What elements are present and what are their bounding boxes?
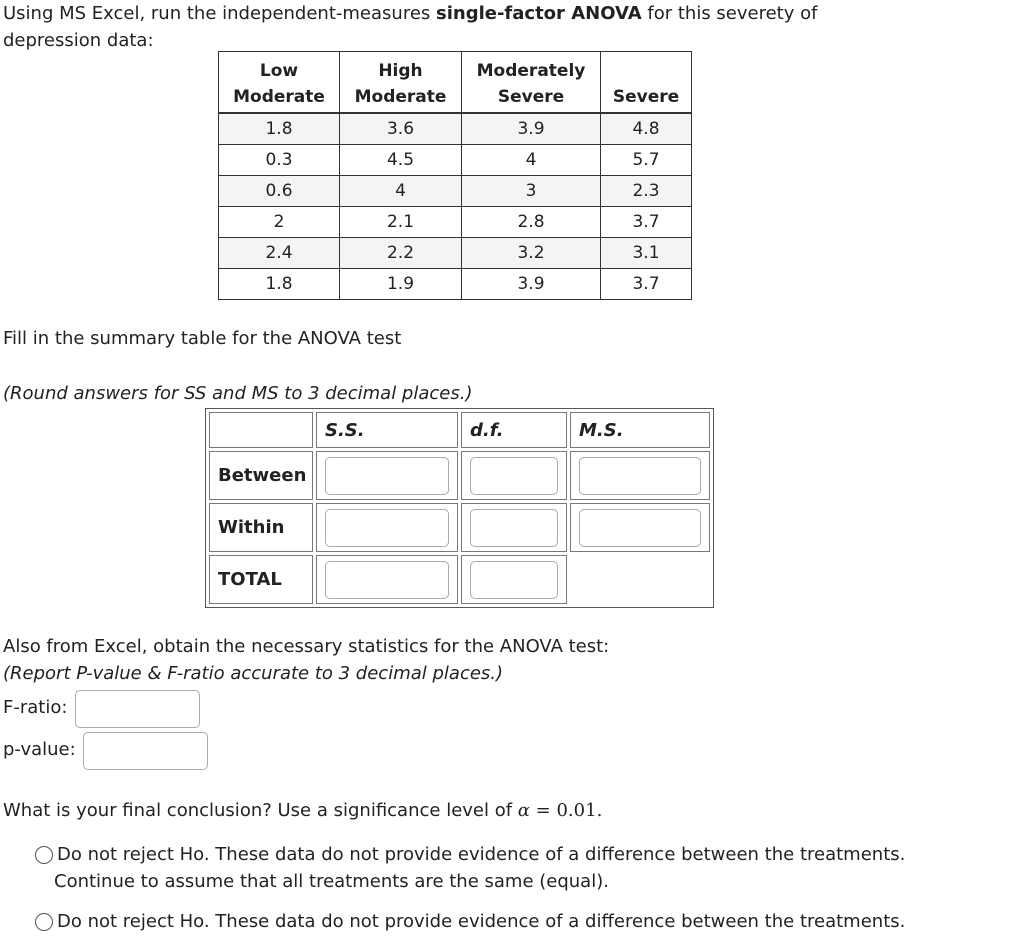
also-instruction: Also from Excel, obtain the necessary statistics for the ANOVA test: (3, 636, 610, 657)
table-row (219, 269, 692, 300)
table-cell: 1.9 (340, 269, 462, 300)
p-value-input[interactable] (83, 732, 208, 770)
table-row (219, 176, 692, 207)
intro-text-post: for this severety of depression data: (3, 3, 818, 51)
table-cell: 2.4 (219, 238, 340, 269)
table-cell: 3.9 (462, 269, 601, 300)
anova-row-label-total: TOTAL (209, 555, 313, 604)
anova-cell (316, 503, 458, 552)
anova-cell (570, 503, 710, 552)
table-cell: 1.8 (219, 113, 340, 145)
anova-cell (461, 451, 567, 500)
option2-radio[interactable] (35, 913, 53, 931)
df-total-input[interactable] (470, 561, 558, 599)
anova-cell (570, 451, 710, 500)
table-cell: 0.3 (219, 145, 340, 176)
table-row (219, 113, 692, 145)
table-cell: 2.1 (340, 207, 462, 238)
question-intro (3, 0, 863, 54)
anova-row-label-within: Within (209, 503, 313, 552)
alpha-value: 0.01 (556, 800, 597, 821)
col-header-high-moderate: High Moderate (340, 52, 462, 114)
table-row (219, 238, 692, 269)
anova-corner-cell (209, 412, 313, 448)
table-cell: 0.6 (219, 176, 340, 207)
anova-cell (461, 503, 567, 552)
conclusion-question: What is your final conclusion? Use a significance level of α = 0.01. (3, 800, 603, 821)
fill-instruction: Fill in the summary table for the ANOVA test (3, 328, 402, 349)
alpha-symbol: α (517, 800, 530, 821)
table-cell: 3.9 (462, 113, 601, 145)
anova-cell (461, 555, 567, 604)
f-ratio-label: F-ratio: (3, 697, 68, 718)
anova-row-label-between: Between (209, 451, 313, 500)
table-cell: 4.5 (340, 145, 462, 176)
table-cell: 3.7 (601, 207, 692, 238)
ss-between-input[interactable] (325, 457, 449, 495)
ms-between-input[interactable] (579, 457, 701, 495)
anova-header-df: d.f. (461, 412, 567, 448)
anova-summary-table (205, 408, 714, 608)
anova-header-ms: M.S. (570, 412, 710, 448)
round-instruction: (Round answers for SS and MS to 3 decimal places.) (3, 383, 473, 404)
table-cell: 3.7 (601, 269, 692, 300)
table-cell: 3.6 (340, 113, 462, 145)
intro-text-bold: single-factor ANOVA (436, 3, 642, 24)
df-between-input[interactable] (470, 457, 558, 495)
table-row (219, 207, 692, 238)
ss-total-input[interactable] (325, 561, 449, 599)
table-cell: 4.8 (601, 113, 692, 145)
table-cell: 2.2 (340, 238, 462, 269)
report-instruction: (Report P-value & F-ratio accurate to 3 decimal places.) (3, 663, 504, 684)
ss-within-input[interactable] (325, 509, 449, 547)
anova-empty-cell (570, 555, 710, 604)
table-cell: 4 (340, 176, 462, 207)
table-cell: 2.8 (462, 207, 601, 238)
table-cell: 2 (219, 207, 340, 238)
table-cell: 1.8 (219, 269, 340, 300)
intro-text-pre: Using MS Excel, run the independent-measures (3, 3, 436, 24)
table-row (219, 145, 692, 176)
anova-cell (316, 451, 458, 500)
table-cell: 3.2 (462, 238, 601, 269)
table-cell: 5.7 (601, 145, 692, 176)
p-value-label: p-value: (3, 739, 76, 760)
col-header-moderately-severe: Moderately Severe (462, 52, 601, 114)
table-cell: 2.3 (601, 176, 692, 207)
option1-radio[interactable] (35, 846, 53, 864)
col-header-severe: Severe (601, 52, 692, 114)
option1-text[interactable]: Do not reject Ho. These data do not provide evidence of a difference between the treatments. Continue to assume that all treatments are the same (equal). (54, 844, 906, 892)
ms-within-input[interactable] (579, 509, 701, 547)
table-cell: 3 (462, 176, 601, 207)
col-header-low-moderate: Low Moderate (219, 52, 340, 114)
anova-header-ss: S.S. (316, 412, 458, 448)
df-within-input[interactable] (470, 509, 558, 547)
anova-cell (316, 555, 458, 604)
table-cell: 4 (462, 145, 601, 176)
option2-text[interactable]: Do not reject Ho. These data do not provide evidence of a difference between the treatments. (57, 911, 906, 932)
table-cell: 3.1 (601, 238, 692, 269)
f-ratio-input[interactable] (75, 690, 200, 728)
depression-data-table (218, 51, 692, 300)
